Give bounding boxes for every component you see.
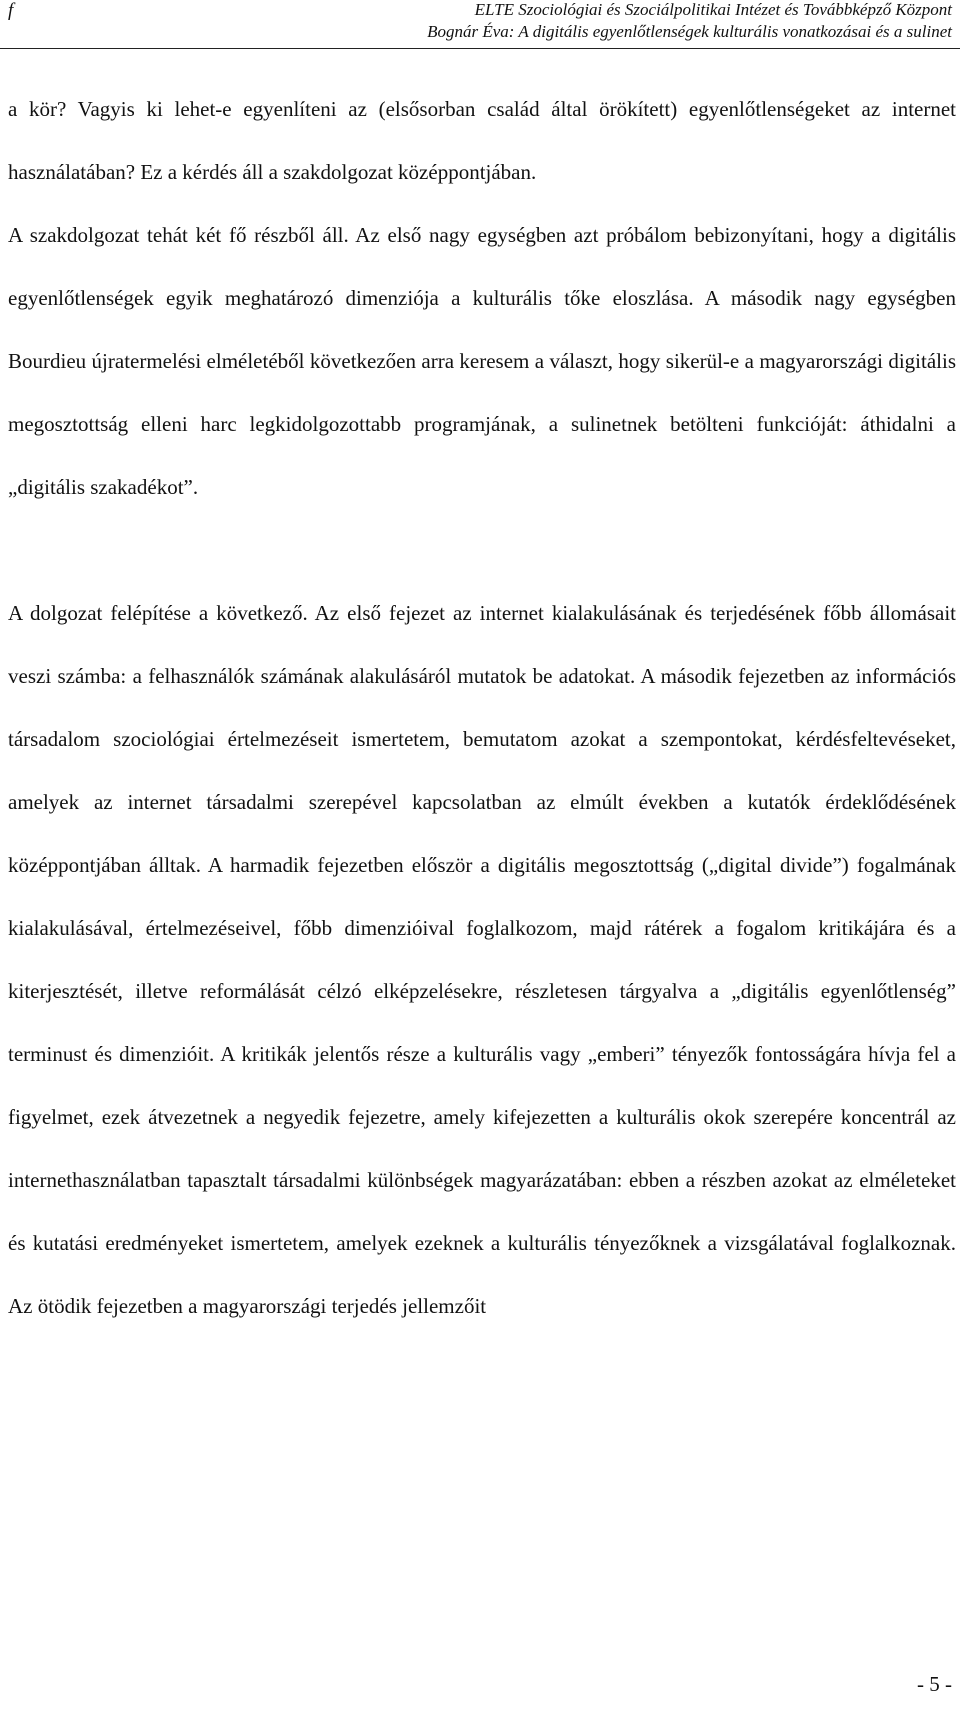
- paragraph-chapters: A dolgozat felépítése a következő. Az első fejezet az internet kialakulásának és terjedésének főbb állomásait veszi számba: a felhasználók számának alakulásáról mutatok be adatokat. A második fejezetben az információs társadalom szociológiai értelmezéseit ismertetem, bemutatom azokat a szempontokat, kérdésfeltevéseket, amelyek az internet társadalmi szerepével kapcsolatban az elmúlt években a kutatók érdeklődésének középpontjában álltak. A harmadik fejezetben először a digitális megosztottság („digital divide”) fogalmának kialakulásával, értelmezéseivel, főbb dimenzióival foglalkozom, majd rátérek a fogalom kritikájára és a kiterjesztését, illetve reformálását célzó elképzelésekre, részletesen tárgyalva a „digitális egyenlőtlenség” terminust és dimenzióit. A kritikák jelentős része a kulturális vagy „emberi” tényezők fontosságára hívja fel a figyelmet, ezek átvezetnek a negyedik fejezetre, amely kifejezetten a kulturális okok szerepére koncentrál az internethasználatban tapasztalt társadalmi különbségek magyarázatában: ebben a részben azokat az elméleteket és kutatási eredményeket ismertetem, amelyek ezeknek a kulturális tényezőknek a vizsgálatával foglalkoznak. Az ötödik fejezetben a magyarországi terjedés jellemzőit: [8, 601, 956, 1318]
- paragraph-intro-end: a kör? Vagyis ki lehet-e egyenlíteni az (elsősorban család által örökített) egyenlőtlenségeket az internet használatában? Ez a kérdés áll a szakdolgozat középpontjában.: [8, 97, 956, 184]
- header-logo-letter: f: [8, 0, 14, 21]
- page-header: [0, 0, 960, 49]
- paragraph-structure: A szakdolgozat tehát két fő részből áll. Az első nagy egységben azt próbálom bebizonyítani, hogy a digitális egyenlőtlenségek egyik meghatározó dimenziója a kulturális tőke eloszlása. A második nagy egységben Bourdieu újratermelési elméletéből következően arra keresem a választ, hogy sikerül-e a magyarországi digitális megosztottság elleni harc legkidolgozottabb programjának, a sulinetnek betölteni funkcióját: áthidalni a „digitális szakadékot”.: [8, 223, 956, 499]
- header-author-title: Bognár Éva: A digitális egyenlőtlenségek kulturális vonatkozásai és a sulinet: [427, 22, 952, 41]
- page-number: - 5 -: [917, 1672, 952, 1696]
- document-body: [8, 78, 956, 1338]
- header-institute: ELTE Szociológiai és Szociálpolitikai Intézet és Továbbképző Központ: [474, 0, 952, 19]
